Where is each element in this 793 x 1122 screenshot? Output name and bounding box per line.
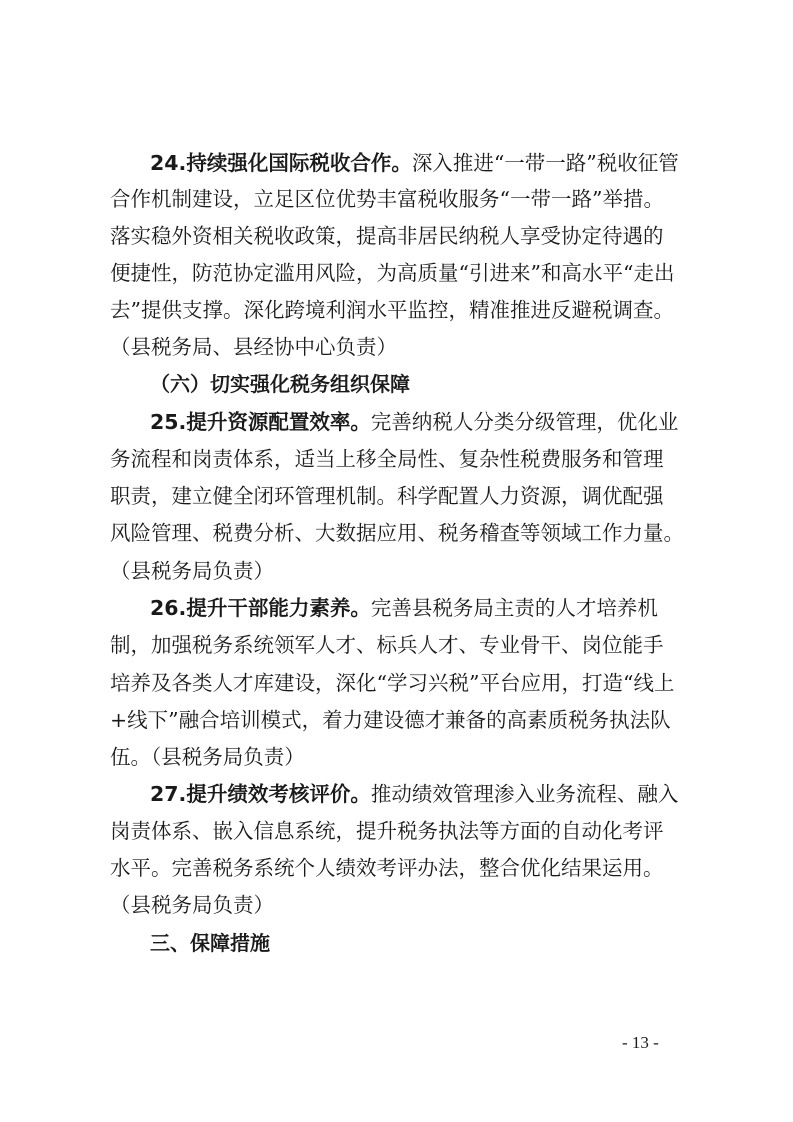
paragraph-27-line-4: （县税务局负责） [110, 893, 274, 917]
page-number: - 13 - [622, 1033, 659, 1052]
paragraph-24-line-4: 便捷性，防范协定滥用风险，为高质量“引进来”和高水平“走出 [110, 261, 675, 285]
section-heading-6: （六）切实强化税务组织保障 [150, 372, 410, 396]
paragraph-26-line-5: 伍。（县税务局负责） [110, 745, 305, 769]
paragraph-25-line-1 [150, 407, 690, 437]
paragraph-26-line-1 [150, 593, 690, 623]
paragraph-24-title: 24.持续强化国际税收合作。 [150, 151, 412, 175]
section-heading-3: 三、保障措施 [150, 931, 270, 955]
paragraph-24-line-5: 去”提供支撑。深化跨境利润水平监控，精准推进反避税调查。 [110, 298, 674, 322]
paragraph-25-line-5: （县税务局负责） [110, 559, 274, 583]
paragraph-27-line-2: 岗责体系、嵌入信息系统，提升税务执法等方面的自动化考评 [110, 819, 664, 843]
paragraph-26-line-3: 培养及各类人才库建设，深化“学习兴税”平台应用，打造“线上 [110, 671, 675, 695]
paragraph-25-title: 25.提升资源配置效率。 [150, 410, 371, 434]
paragraph-26-title: 26.提升干部能力素养。 [150, 596, 371, 620]
paragraph-27-text: 推动绩效管理渗入业务流程、融入 [370, 782, 679, 806]
paragraph-24-line-3: 落实稳外资相关税收政策，提高非居民纳税人享受协定待遇的 [110, 224, 664, 248]
paragraph-25-line-4: 风险管理、税费分析、大数据应用、税务稽查等领域工作力量。 [110, 521, 684, 545]
paragraph-24-text: 深入推进“一带一路”税收征管 [411, 151, 679, 175]
paragraph-24-line-2: 合作机制建设，立足区位优势丰富税收服务“一带一路”举措。 [110, 187, 664, 211]
paragraph-26-line-4: +线下”融合培训模式，着力建设德才兼备的高素质税务执法队 [110, 708, 671, 732]
paragraph-27-line-3: 水平。完善税务系统个人绩效考评办法，整合优化结果运用。 [110, 856, 664, 880]
paragraph-25-line-3: 职责，建立健全闭环管理机制。科学配置人力资源，调优配强 [110, 484, 664, 508]
paragraph-25-text: 完善纳税人分类分级管理，优化业 [370, 410, 679, 434]
paragraph-26-text: 完善县税务局主责的人才培养机 [370, 596, 658, 620]
paragraph-24-line-6: （县税务局、县经协中心负责） [110, 335, 397, 359]
paragraph-27-line-1 [150, 779, 690, 809]
paragraph-25-line-2: 务流程和岗责体系，适当上移全局性、复杂性税费服务和管理 [110, 447, 664, 471]
paragraph-26-line-2: 制，加强税务系统领军人才、标兵人才、专业骨干、岗位能手 [110, 633, 664, 657]
paragraph-24-line-1 [150, 148, 690, 178]
paragraph-27-title: 27.提升绩效考核评价。 [150, 782, 371, 806]
